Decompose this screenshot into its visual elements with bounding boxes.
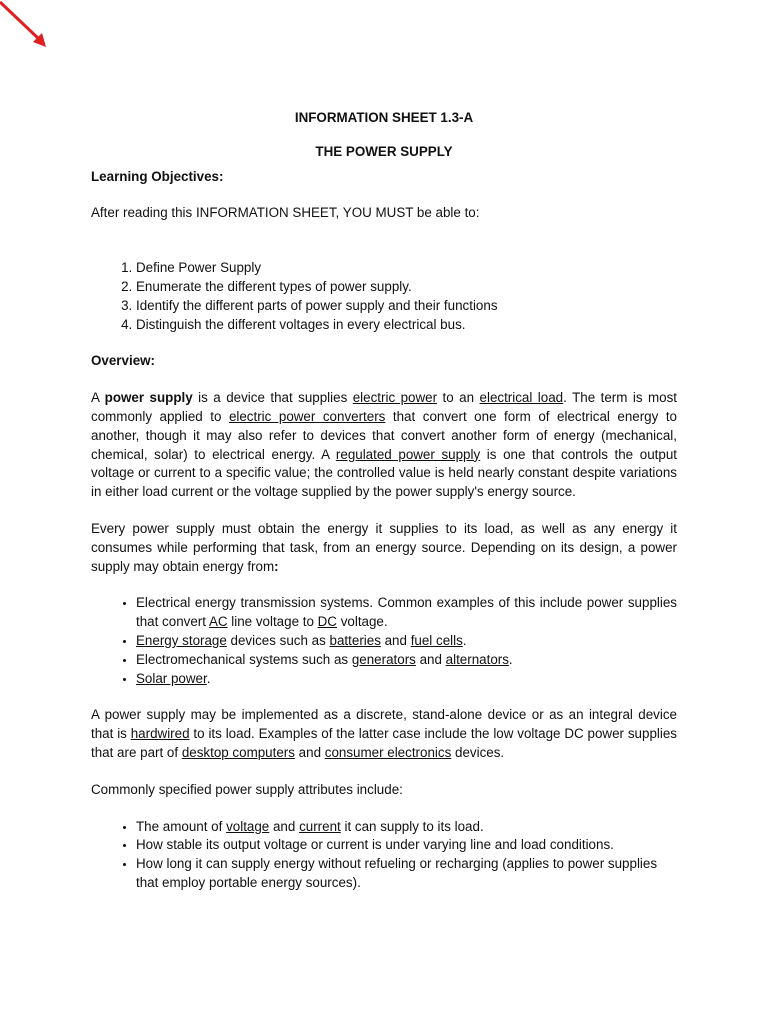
link-batteries[interactable]: batteries xyxy=(329,632,381,648)
list-item: 4. Distinguish the different voltages in every electrical bus. xyxy=(136,316,677,335)
list-item: • Solar power. xyxy=(136,670,677,689)
link-electric-power-converters[interactable]: electric power converters xyxy=(228,408,386,424)
overview-heading: Overview: xyxy=(91,353,156,369)
link-ac[interactable]: AC xyxy=(208,614,228,630)
list-item: 2. Enumerate the different types of power supply. xyxy=(136,278,677,297)
list-item: 1. Define Power Supply xyxy=(136,259,677,278)
link-consumer-electronics[interactable]: consumer electronics xyxy=(324,744,452,760)
term-power-supply: power supply xyxy=(104,390,193,406)
link-current[interactable]: current xyxy=(299,818,341,834)
sheet-title: INFORMATION SHEET 1.3-A xyxy=(294,110,474,125)
annotation-arrow-icon xyxy=(0,0,60,60)
link-fuel-cells[interactable]: fuel cells xyxy=(410,632,463,648)
list-item: • Electrical energy transmission systems. Common examples of this include power supplies that convert AC line voltage to DC voltage. xyxy=(136,594,677,632)
link-voltage[interactable]: voltage xyxy=(226,818,270,834)
link-regulated-power-supply[interactable]: regulated power supply xyxy=(335,446,481,462)
list-item: • Energy storage devices such as batteries and fuel cells. xyxy=(136,632,677,651)
link-energy-storage[interactable]: Energy storage xyxy=(136,632,227,648)
objectives-list xyxy=(91,259,677,334)
overview-paragraph-1: A power supply is a device that supplies electric power to an electrical load. The term is most commonly applied to electric power converters that convert one form of electrical energy to another, though it may also refer to devices that convert another form of energy (mechanical, chemical, solar) to electrical energy. A regulated power supply is one that controls the output voltage or current to a specific value; the controlled value is held nearly constant despite variations in either load current or the voltage supplied by the power supply's energy source. xyxy=(91,390,678,500)
link-electric-power[interactable]: electric power xyxy=(352,390,438,406)
list-item: • How stable its output voltage or current is under varying line and load conditions. xyxy=(136,836,677,855)
link-dc[interactable]: DC xyxy=(317,614,337,630)
link-desktop-computers[interactable]: desktop computers xyxy=(181,744,295,760)
link-alternators[interactable]: alternators xyxy=(445,651,509,667)
link-electrical-load[interactable]: electrical load xyxy=(479,390,564,406)
list-item: 3. Identify the different parts of power supply and their functions xyxy=(136,297,677,316)
overview-paragraph-3: A power supply may be implemented as a discrete, stand-alone device or as an integral device that is hardwired to its load. Examples of the latter case include the low voltage DC power supplies that are part of desktop computers and consumer electronics devices. xyxy=(91,707,677,760)
link-generators[interactable]: generators xyxy=(351,651,416,667)
overview-paragraph-2: Every power supply must obtain the energy it supplies to its load, as well as any energy it consumes while performing that task, from an energy source. Depending on its design, a power supply may obtain energy from: xyxy=(91,520,677,574)
link-hardwired[interactable]: hardwired xyxy=(130,726,190,742)
link-solar-power[interactable]: Solar power xyxy=(136,670,207,686)
overview-paragraph-4: Commonly specified power supply attributes include: xyxy=(91,781,403,797)
list-item: • How long it can supply energy without refueling or recharging (applies to power supplies that employ portable energy sources). xyxy=(136,855,677,893)
list-item: • Electromechanical systems such as generators and alternators. xyxy=(136,651,677,670)
energy-sources-list xyxy=(91,594,677,688)
objectives-intro: After reading this INFORMATION SHEET, YOU MUST be able to: xyxy=(91,205,480,221)
attributes-list xyxy=(91,818,677,893)
page-title: THE POWER SUPPLY xyxy=(315,143,453,159)
objectives-heading: Learning Objectives: xyxy=(91,168,224,184)
list-item: • The amount of voltage and current it can supply to its load. xyxy=(136,818,677,837)
document-page xyxy=(91,108,677,893)
